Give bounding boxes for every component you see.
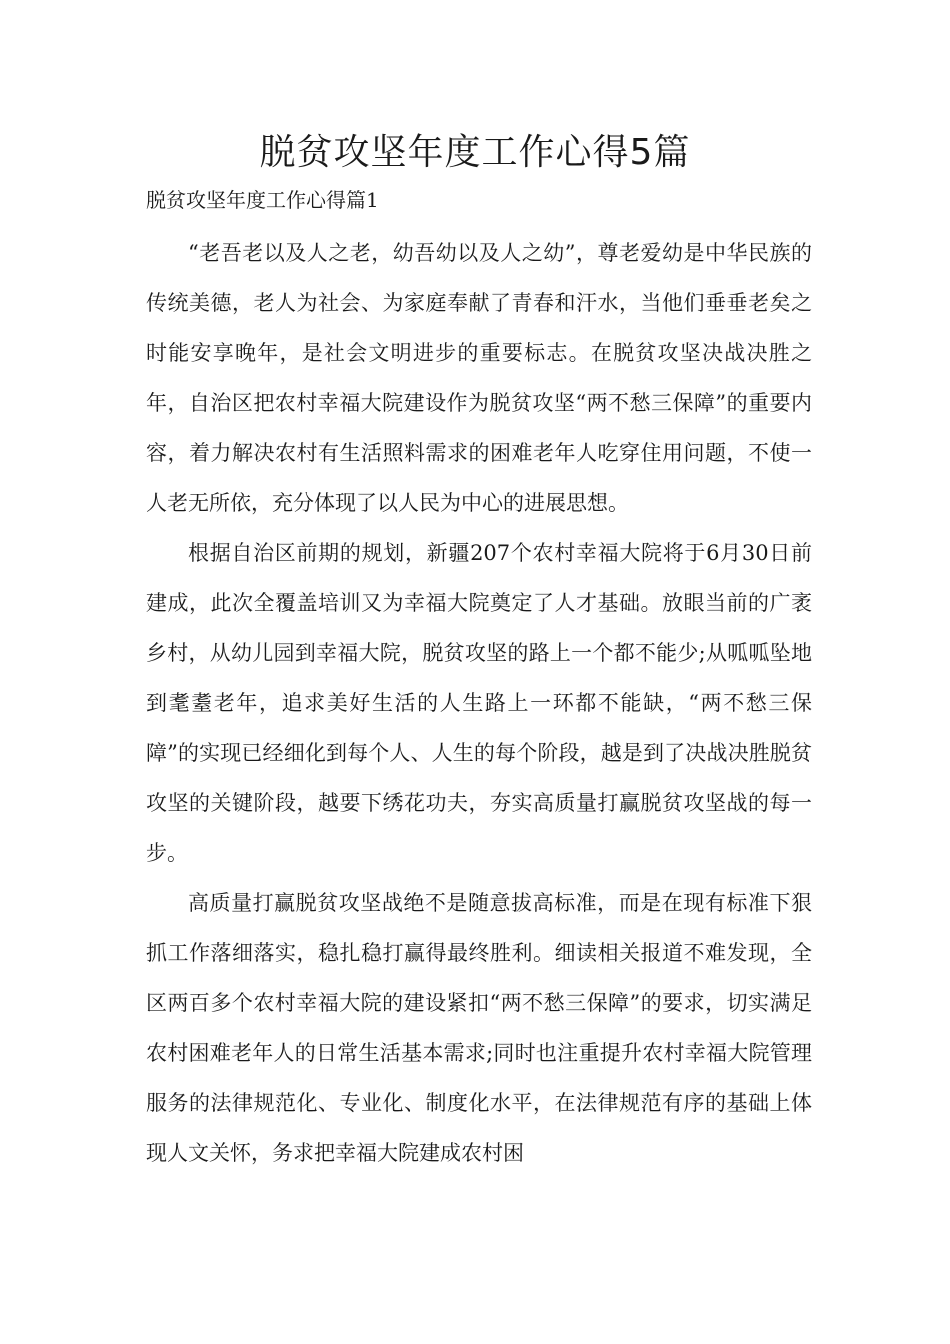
section-heading: 脱贫攻坚年度工作心得篇1: [146, 188, 379, 212]
paragraph-3: 高质量打赢脱贫攻坚战绝不是随意拔高标准，而是在现有标准下狠抓工作落细落实，稳扎稳打赢得最终胜利。细读相关报道不难发现，全区两百多个农村幸福大院的建设紧扣“两不愁三保障”的要求，切实满足农村困难老年人的日常生活基本需求;同时也注重提升农村幸福大院管理服务的法律规范化、专业化、制度化水平，在法律规范有序的基础上体现人文关怀，务求把幸福大院建成农村困: [146, 891, 812, 1165]
document-body: [146, 228, 812, 1178]
paragraph-2: 根据自治区前期的规划，新疆207个农村幸福大院将于6月30日前建成，此次全覆盖培训又为幸福大院奠定了人才基础。放眼当前的广袤乡村，从幼儿园到幸福大院，脱贫攻坚的路上一个都不能少;从呱呱坠地到耄耋老年，追求美好生活的人生路上一环都不能缺，“两不愁三保障”的实现已经细化到每个人、人生的每个阶段，越是到了决战决胜脱贫攻坚的关键阶段，越要下绣花功夫，夯实高质量打赢脱贫攻坚战的每一步。: [146, 541, 812, 865]
paragraph-1: “老吾老以及人之老，幼吾幼以及人之幼”，尊老爱幼是中华民族的传统美德，老人为社会、为家庭奉献了青春和汗水，当他们垂垂老矣之时能安享晚年，是社会文明进步的重要标志。在脱贫攻坚决战决胜之年，自治区把农村幸福大院建设作为脱贫攻坚“两不愁三保障”的重要内容，着力解决农村有生活照料需求的困难老年人吃穿住用问题，不使一人老无所依，充分体现了以人民为中心的进展思想。: [146, 241, 812, 515]
document-title: 脱贫攻坚年度工作心得5篇: [259, 132, 691, 173]
